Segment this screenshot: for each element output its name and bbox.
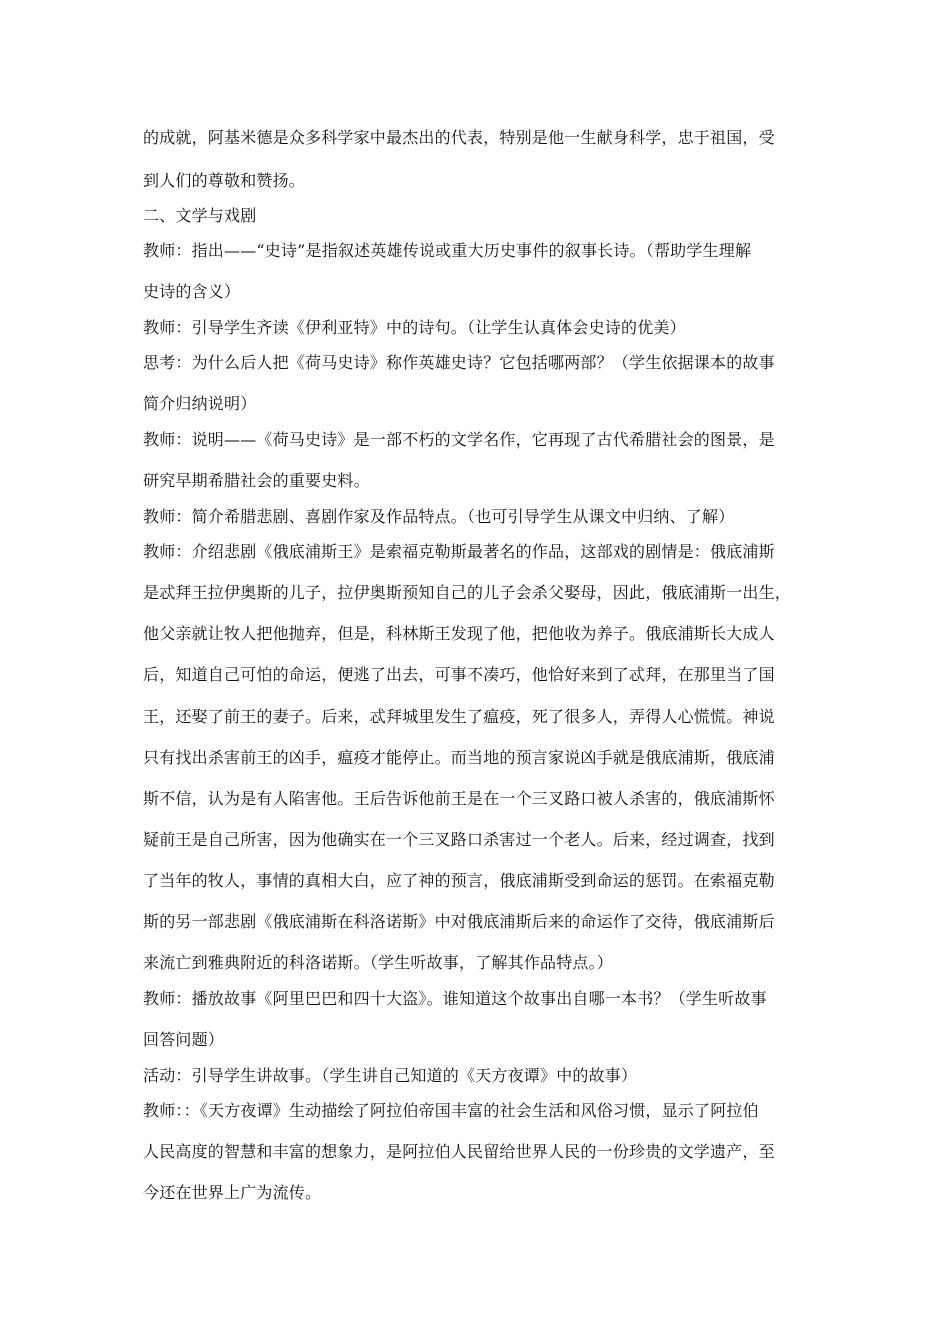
text-line: 教师：：《天方夜谭》生动描绘了阿拉伯帝国丰富的社会生活和风俗习惯，显示了阿拉伯 [143, 1101, 759, 1120]
text-line: 回答问题） [143, 1030, 225, 1049]
text-line: 疑前王是自己所害，因为他确实在一个三叉路口杀害过一个老人。后来，经过调查，找到 [143, 830, 775, 849]
text-line: 是忒拜王拉伊奥斯的儿子，拉伊奥斯预知自己的儿子会杀父娶母，因此，俄底浦斯一出生， [143, 583, 792, 602]
text-line: 今还在世界上广为流传。 [143, 1183, 322, 1202]
text-line: 他父亲就让牧人把他抛弃，但是，科林斯王发现了他，把他收为养子。俄底浦斯长大成人 [143, 624, 775, 643]
text-line: 教师：指出——“史诗”是指叙述英雄传说或重大历史事件的叙事长诗。（帮助学生理解 [143, 241, 752, 260]
text-line: 活动：引导学生讲故事。（学生讲自己知道的《天方夜谭》中的故事） [143, 1066, 638, 1085]
text-line: 来流亡到雅典附近的科洛诺斯。（学生听故事，了解其作品特点。） [143, 953, 614, 972]
text-line: 研究早期希腊社会的重要史料。 [143, 471, 370, 490]
text-line: 简介归纳说明） [143, 394, 257, 413]
text-line: 教师：引导学生齐读《伊利亚特》中的诗句。（让学生认真体会史诗的优美） [143, 318, 686, 337]
text-line: 教师：播放故事《阿里巴巴和四十大盗》。谁知道这个故事出自哪一本书？（学生听故事 [143, 989, 767, 1008]
text-line: 斯不信，认为是有人陷害他。王后告诉他前王是在一个三叉路口被人杀害的，俄底浦斯怀 [143, 789, 775, 808]
text-line: 人民高度的智慧和丰富的想象力，是阿拉伯人民留给世界人民的一份珍贵的文学遗产，至 [143, 1142, 775, 1161]
text-line: 的成就，阿基米德是众多科学家中最杰出的代表，特别是他一生献身科学，忠于祖国，受 [143, 128, 775, 147]
text-line: 只有找出杀害前王的凶手，瘟疫才能停止。而当地的预言家说凶手就是俄底浦斯，俄底浦 [143, 748, 775, 767]
text-line: 了当年的牧人，事情的真相大白，应了神的预言，俄底浦斯受到命运的惩罚。在索福克勒 [143, 871, 775, 890]
text-line: 到人们的尊敬和赞扬。 [143, 171, 306, 190]
text-line: 思考：为什么后人把《荷马史诗》称作英雄史诗？它包括哪两部？（学生依据课本的故事 [143, 353, 775, 372]
text-line: 后，知道自己可怕的命运，便逃了出去，可事不凑巧，他恰好来到了忒拜，在那里当了国 [143, 665, 775, 684]
section-heading: 二、文学与戏剧 [143, 206, 257, 225]
text-line: 教师：介绍悲剧《俄底浦斯王》是索福克勒斯最著名的作品，这部戏的剧情是：俄底浦斯 [143, 542, 775, 561]
text-line: 教师：说明——《荷马史诗》是一部不朽的文学名作，它再现了古代希腊社会的图景，是 [143, 430, 775, 449]
text-line: 教师：简介希腊悲剧、喜剧作家及作品特点。（也可引导学生从课文中归纳、了解） [143, 507, 735, 526]
text-line: 斯的另一部悲剧《俄底浦斯在科洛诺斯》中对俄底浦斯后来的命运作了交待，俄底浦斯后 [143, 912, 775, 931]
text-line: 王，还娶了前王的妻子。后来，忒拜城里发生了瘟疫，死了很多人，弄得人心慌慌。神说 [143, 707, 775, 726]
text-line: 史诗的含义） [143, 282, 241, 301]
